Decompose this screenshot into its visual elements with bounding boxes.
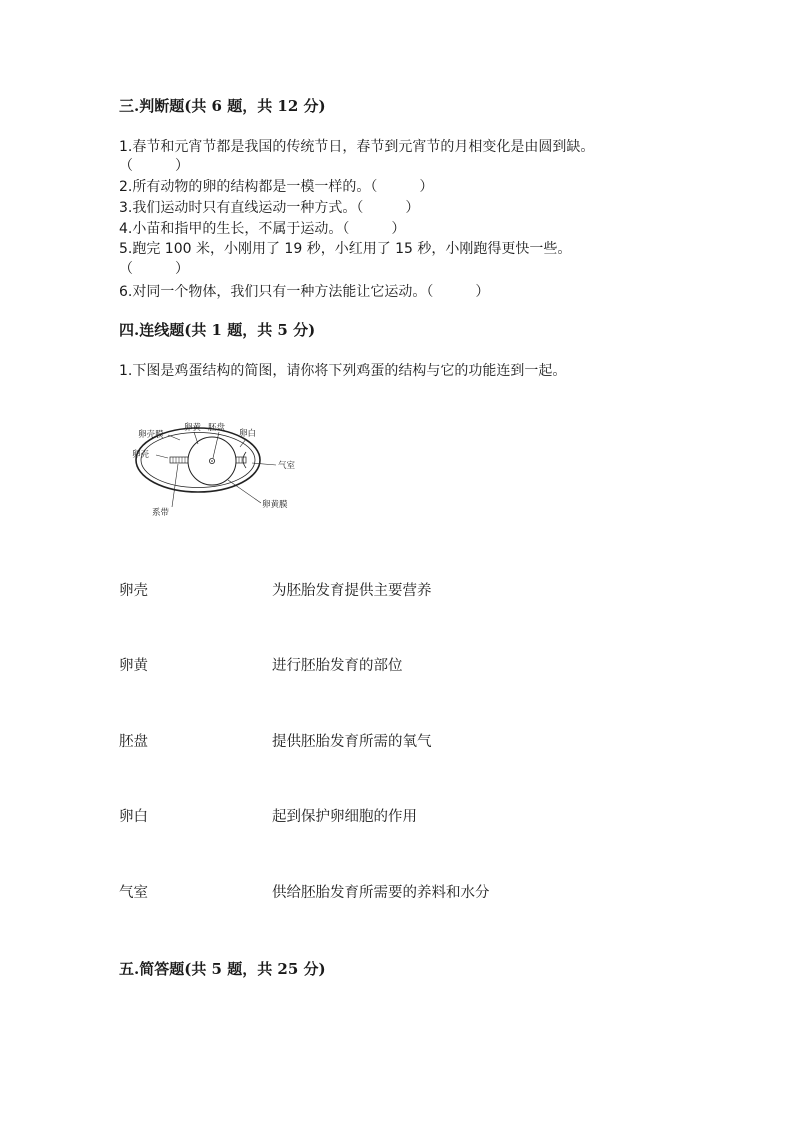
match-right-item[interactable]: 为胚胎发育提供主要营养 [272,583,432,599]
match-left-item[interactable]: 胚盘 [119,734,148,750]
egg-structure-diagram [128,412,318,524]
section-4-heading: 四.连线题(共 1 题，共 5 分) [119,321,316,339]
section-5-heading: 五.简答题(共 5 题，共 25 分) [119,960,326,978]
match-left-item[interactable]: 卵黄 [119,658,148,674]
matching-question: 1.下图是鸡蛋结构的简图，请你将下列鸡蛋的结构与它的功能连到一起。 [119,363,567,379]
question-line: 6.对同一个物体，我们只有一种方法能让它运动。（ ） [119,284,490,300]
match-right-item[interactable]: 供给胚胎发育所需要的养料和水分 [272,885,490,901]
answer-blank: （ ） [119,158,189,174]
match-left-item[interactable]: 卵白 [119,809,148,825]
question-line: 5.跑完 100 米，小刚用了 19 秒，小红用了 15 秒，小刚跑得更快一些。 [119,241,572,257]
section-3-heading: 三.判断题(共 6 题，共 12 分) [119,97,326,115]
match-right-item[interactable]: 起到保护卵细胞的作用 [272,809,417,825]
label-albumen: 卵白 [239,429,257,439]
question-line: 4.小苗和指甲的生长，不属于运动。（ ） [119,221,406,237]
label-yolk-membrane: 卵黄膜 [262,500,288,510]
answer-blank: （ ） [119,261,189,277]
match-right-item[interactable]: 提供胚胎发育所需的氧气 [272,734,432,750]
label-shell: 卵壳 [132,450,150,460]
label-air-cell: 气室 [278,461,296,471]
question-line: 1.春节和元宵节都是我国的传统节日，春节到元宵节的月相变化是由圆到缺。 [119,139,595,155]
label-germinal-disc: 胚盘 [208,423,226,433]
label-shell-membrane: 卵壳膜 [138,430,164,440]
match-left-item[interactable]: 气室 [119,885,148,901]
question-line: 2.所有动物的卵的结构都是一模一样的。（ ） [119,179,434,195]
match-right-item[interactable]: 进行胚胎发育的部位 [272,658,403,674]
label-yolk: 卵黄 [184,423,202,433]
question-line: 3.我们运动时只有直线运动一种方式。（ ） [119,200,420,216]
label-chalaza: 系带 [152,508,170,518]
match-left-item[interactable]: 卵壳 [119,583,148,599]
